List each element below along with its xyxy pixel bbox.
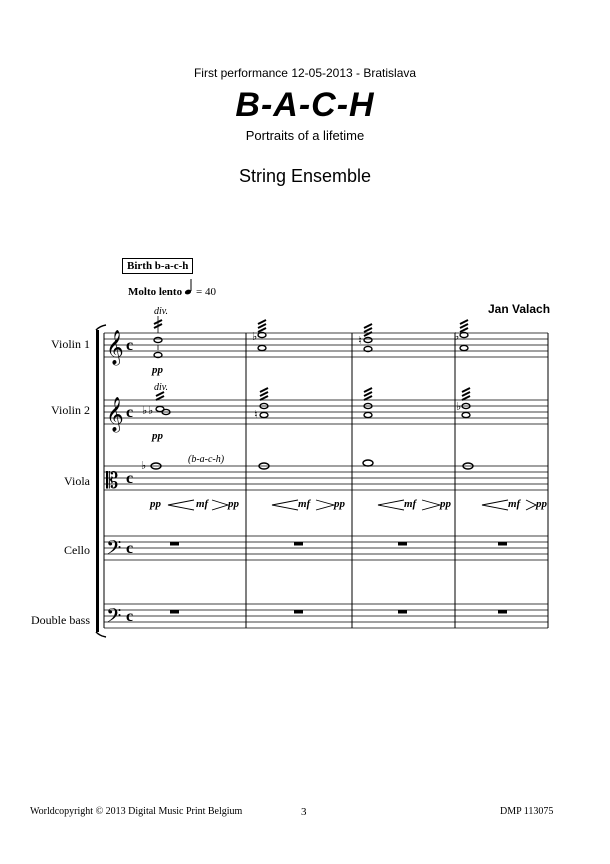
svg-text:♭: ♭ (148, 404, 154, 417)
instrument-label-cello: Cello (64, 543, 90, 557)
staff-lines (104, 333, 548, 628)
tempo-marking: Molto lento (128, 286, 183, 298)
svg-text:♭: ♭ (252, 330, 258, 343)
dynamic-pp-viola-m4-end: pp (536, 498, 547, 510)
divisi-marking-violin-1: div. (154, 306, 168, 317)
treble-clef-icon: 𝄞 (106, 397, 124, 432)
violin-2-notes (156, 403, 470, 417)
dynamic-pp-viola-m3-end: pp (440, 498, 451, 510)
svg-text:♭: ♭ (141, 459, 147, 472)
ensemble-name: String Ensemble (238, 166, 372, 186)
treble-clef-icon: 𝄞 (106, 330, 124, 365)
dynamic-mf-viola-m1: mf (196, 498, 209, 510)
instrument-label-double-bass: Double bass (31, 613, 90, 627)
alto-clef-icon: 𝄡 (106, 469, 119, 494)
svg-text:♭: ♭ (454, 330, 460, 343)
instrument-label-viola: Viola (64, 474, 90, 488)
instrument-label-violin-1: Violin 1 (51, 337, 90, 351)
svg-text:c: c (126, 540, 134, 557)
piece-title: B-A-C-H (235, 86, 375, 124)
catalog-number: DMP 113075 (500, 806, 554, 817)
tremolo-marks-violin-1 (154, 320, 468, 336)
svg-text:c: c (126, 404, 134, 421)
dynamic-mf-viola-m4: mf (508, 498, 521, 510)
dynamic-pp-violin-1: pp (152, 364, 163, 376)
first-performance-note: First performance 12-05-2013 - Bratislava (193, 66, 417, 80)
bass-clef-icon: 𝄢 (106, 604, 122, 632)
svg-text:♮: ♮ (358, 334, 362, 347)
piece-subtitle: Portraits of a lifetime (245, 128, 365, 143)
svg-text:♭: ♭ (456, 400, 462, 413)
quarter-note-icon (184, 279, 192, 295)
dynamic-mf-viola-m3: mf (404, 498, 417, 510)
divisi-marking-violin-2: div. (154, 382, 168, 393)
svg-text:♮: ♮ (254, 408, 258, 421)
dynamic-mf-viola-m2: mf (298, 498, 311, 510)
dynamic-pp-viola-m2-end: pp (334, 498, 345, 510)
rehearsal-mark: Birth b-a-c-h (122, 258, 193, 274)
composer-name: Jan Valach (488, 302, 551, 316)
whole-rests (170, 542, 507, 614)
svg-text:c: c (126, 608, 134, 625)
svg-text:c: c (126, 470, 134, 487)
viola-notes (151, 460, 473, 469)
bass-clef-icon: 𝄢 (106, 536, 122, 564)
time-signatures (126, 337, 133, 625)
copyright-notice: Worldcopyright © 2013 Digital Music Print Belgium (30, 806, 243, 817)
metronome-value: = 40 (196, 286, 216, 298)
dynamic-pp-violin-2: pp (152, 430, 163, 442)
instrument-label-violin-2: Violin 2 (51, 403, 90, 417)
motif-annotation: (b-a-c-h) (188, 454, 225, 465)
dynamic-pp-viola-m1-end: pp (228, 498, 239, 510)
dynamic-pp-viola-m1-start: pp (150, 498, 161, 510)
svg-text:♭: ♭ (142, 404, 148, 417)
barlines (104, 333, 548, 628)
tremolo-marks-violin-2 (156, 388, 470, 400)
svg-text:c: c (126, 337, 134, 354)
page-number: 3 (301, 806, 307, 818)
